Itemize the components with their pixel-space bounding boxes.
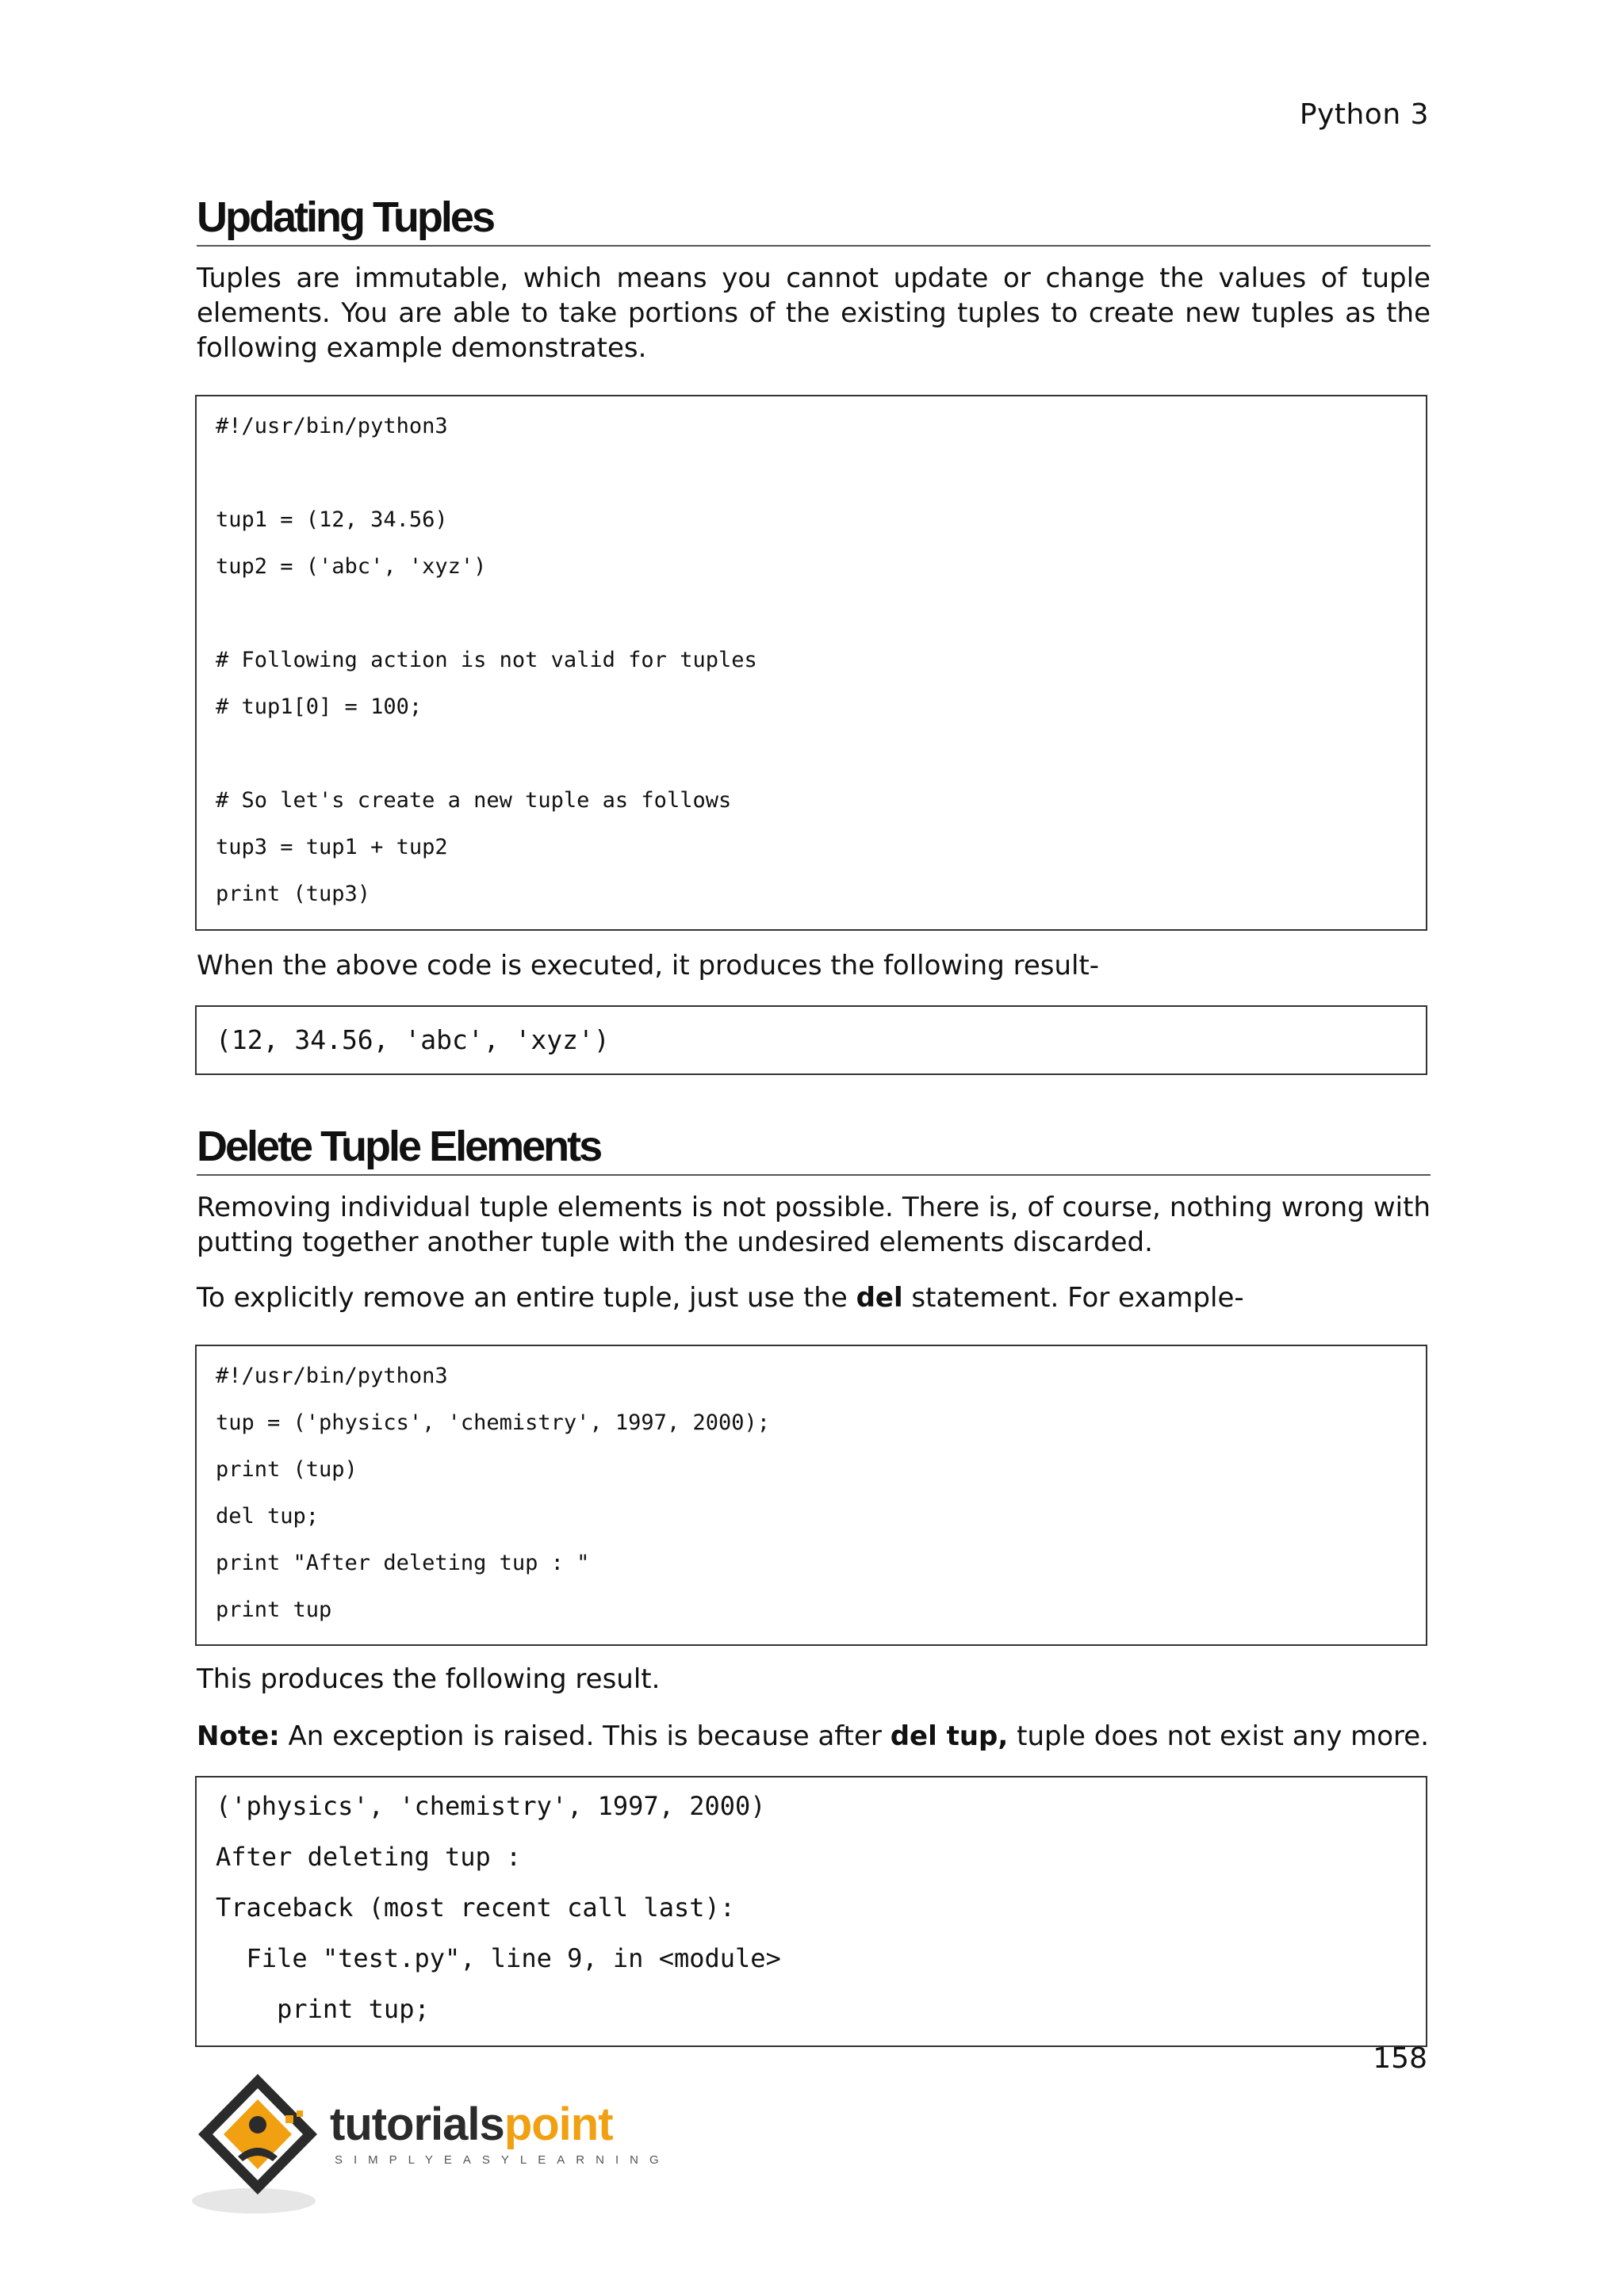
- code-line: [197, 590, 1426, 637]
- code-line: # tup1[0] = 100;: [216, 695, 423, 719]
- logo-emblem-icon: [190, 2068, 333, 2218]
- section-paragraph: Removing individual tuple elements is not possible. There is, of course, nothing wrong with putting together another tuple with the undesired elements discarded.: [197, 1191, 1431, 1258]
- code-line: tup2 = ('abc', 'xyz'): [216, 554, 487, 579]
- section-paragraph-del: [197, 1280, 1431, 1315]
- text-run: To explicitly remove an entire tuple, just use the: [197, 1281, 856, 1314]
- note-paragraph: [197, 1719, 1431, 1754]
- section-delete-tuple-elements: [197, 1124, 1431, 1315]
- code-line: [197, 730, 1426, 777]
- result-intro-wrapper: [197, 948, 1431, 983]
- result-intro: When the above code is executed, it produces the following result-: [197, 950, 1100, 982]
- text-run: statement. For example-: [902, 1281, 1244, 1314]
- code-block: [195, 395, 1427, 931]
- tutorialspoint-logo: [190, 2068, 670, 2218]
- code-line: #!/usr/bin/python3: [216, 1364, 448, 1388]
- logo-word-2: point: [504, 2099, 613, 2150]
- output-line: File "test.py", line 9, in <module>: [216, 1943, 781, 1973]
- output-line: (12, 34.56, 'abc', 'xyz'): [216, 1024, 610, 1055]
- section-heading: Updating Tuples: [197, 195, 1431, 247]
- code-block: [195, 1345, 1427, 1646]
- code-line: #!/usr/bin/python3: [216, 414, 448, 438]
- section-heading: Delete Tuple Elements: [197, 1124, 1431, 1176]
- code-line: tup1 = (12, 34.56): [216, 507, 448, 532]
- code-line: print (tup3): [216, 882, 371, 906]
- text-run: An exception is raised. This is because after: [279, 1720, 891, 1752]
- note-label: Note:: [197, 1720, 280, 1752]
- header-label: Python 3: [1299, 98, 1429, 131]
- output-line: ('physics', 'chemistry', 1997, 2000): [216, 1791, 766, 1821]
- output-line: Traceback (most recent call last):: [216, 1892, 736, 1923]
- code-line: print (tup): [216, 1457, 358, 1482]
- section-paragraph: Tuples are immutable, which means you cannot update or change the values of tuple elements. You are able to take portions of the existing tuples to create new tuples as the following example demonstrates.: [197, 262, 1431, 364]
- page-number: 158: [1373, 2042, 1427, 2075]
- code-line: tup = ('physics', 'chemistry', 1997, 2000);: [216, 1410, 770, 1435]
- code-line: [197, 450, 1426, 496]
- logo-wordmark: [330, 2098, 613, 2151]
- bold-keyword: del tup,: [890, 1720, 1009, 1752]
- code-line: print tup: [216, 1598, 332, 1622]
- output-block: [195, 1005, 1427, 1075]
- logo-tagline: SIMPLYEASYLEARNING: [335, 2153, 670, 2167]
- logo-word-1: tutorials: [330, 2099, 504, 2150]
- result-intro: This produces the following result.: [197, 1663, 661, 1695]
- output-block: [195, 1776, 1427, 2047]
- result-notes: [197, 1662, 1431, 1754]
- output-line: After deleting tup :: [216, 1842, 522, 1872]
- code-line: del tup;: [216, 1504, 320, 1529]
- code-line: # Following action is not valid for tuples: [216, 648, 757, 672]
- code-line: # So let's create a new tuple as follows: [216, 788, 732, 813]
- bold-keyword: del: [856, 1281, 903, 1314]
- text-run: tuple does not exist any more.: [1008, 1720, 1429, 1752]
- code-line: tup3 = tup1 + tup2: [216, 835, 448, 859]
- output-line: print tup;: [216, 1994, 430, 2024]
- section-updating-tuples: [197, 195, 1431, 365]
- code-line: print "After deleting tup : ": [216, 1551, 590, 1575]
